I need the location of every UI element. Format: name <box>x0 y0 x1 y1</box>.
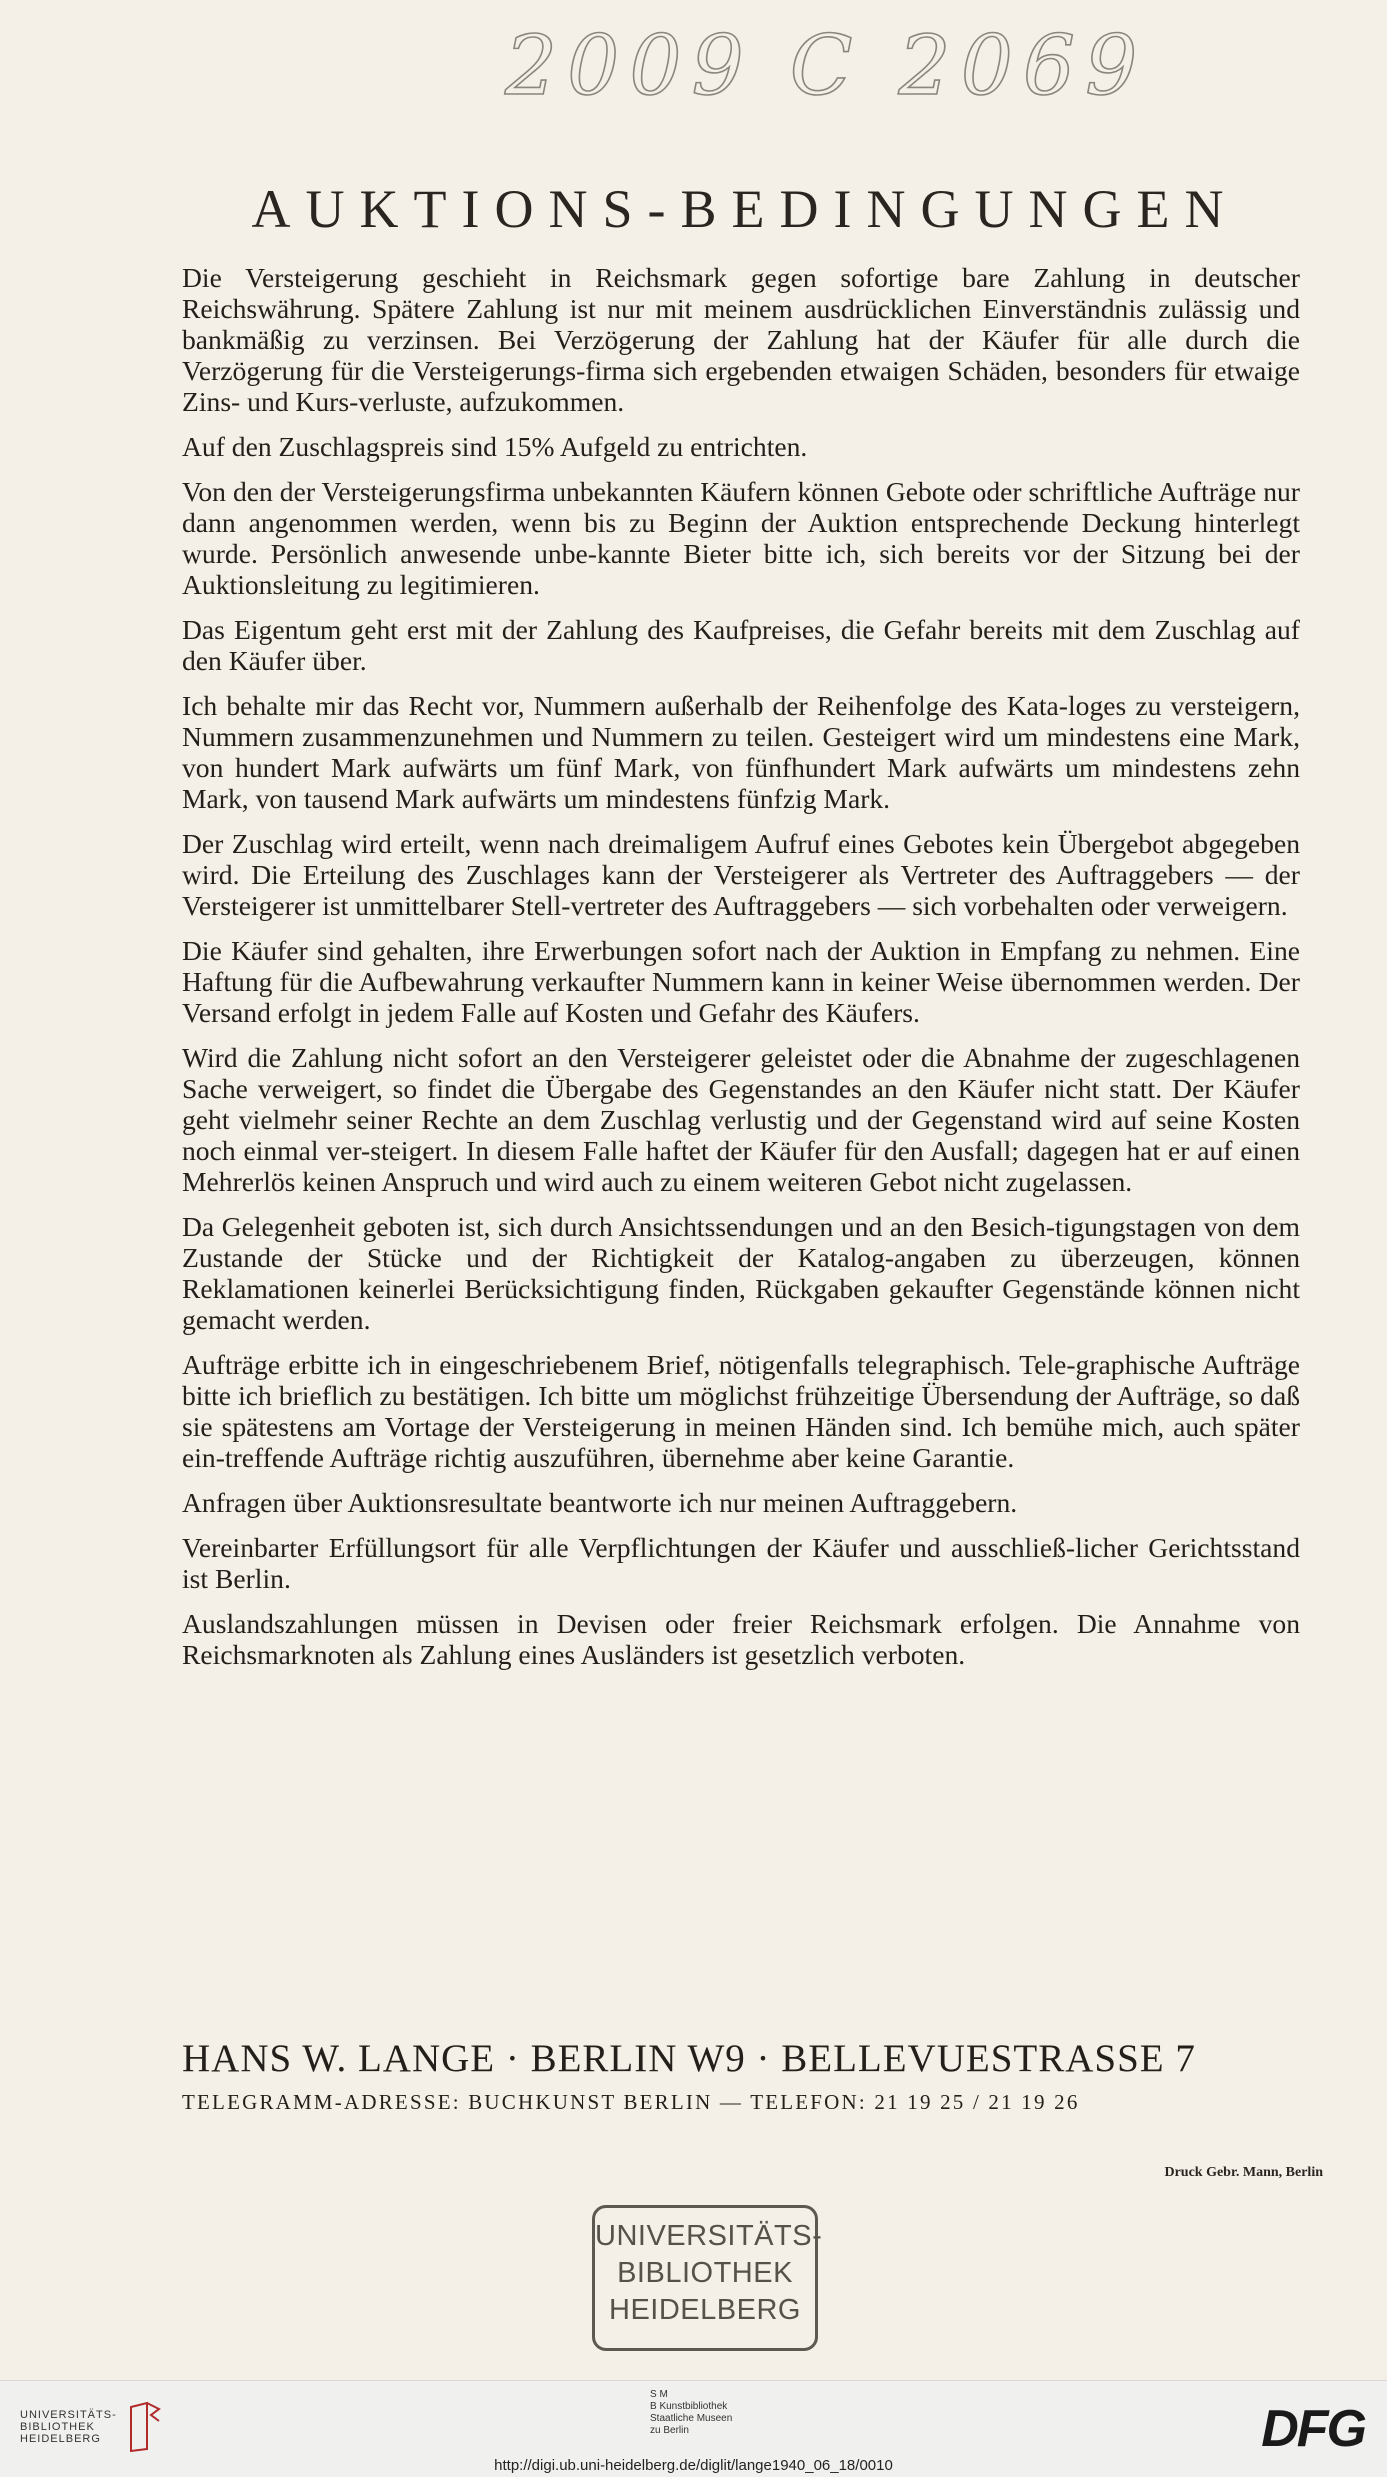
smb-logo-line: Staatliche Museen <box>650 2413 733 2424</box>
ub-logo-line: HEIDELBERG <box>20 2433 101 2445</box>
page-title: AUKTIONS-BEDINGUNGEN <box>251 179 1239 239</box>
ub-logo-line: UNIVERSITÄTS- <box>20 2409 117 2421</box>
ub-logo-line: BIBLIOTHEK <box>20 2421 95 2433</box>
ub-mark-icon <box>127 2401 163 2453</box>
smb-kunstbibliothek-logo <box>650 2389 790 2437</box>
stamp-line: BIBLIOTHEK <box>617 2257 793 2289</box>
paragraph: Der Zuschlag wird erteilt, wenn nach dreimaligem Aufruf eines Gebotes kein Übergebot abgegeben wird. Die Erteilung des Zuschlages kann der Versteigerer als Vertreter des Auftraggebers — der Versteigerer ist unmittelbarer Stell-vertreter des Auftraggebers — sich vorbehalten oder verweigern. <box>182 828 1300 921</box>
smb-logo-line: S M <box>650 2389 668 2400</box>
paragraph: Die Käufer sind gehalten, ihre Erwerbungen sofort nach der Auktion in Empfang zu nehmen. Eine Haftung für die Aufbewahrung verkaufter Nummern kann in keiner Weise übernommen werden. Der Versand erfolgt in jedem Falle auf Kosten und Gefahr des Käufers. <box>182 935 1300 1028</box>
library-stamp <box>592 2205 823 2351</box>
paragraph: Da Gelegenheit geboten ist, sich durch Ansichtssendungen und an den Besich-tigungstagen von dem Zustande der Stücke und der Richtigkeit der Katalog-angaben zu überzeugen, können Reklamationen keinerlei Berücksichtigung finden, Rückgaben gekaufter Gegenstände können nicht gemacht werden. <box>182 1211 1300 1335</box>
paragraph: Die Versteigerung geschieht in Reichsmark gegen sofortige bare Zahlung in deutscher Reichswährung. Spätere Zahlung ist nur mit meinem ausdrücklichen Einverständnis zulässig und bankmäßig zu verzinsen. Bei Verzögerung der Zahlung hat der Käufer für alle durch die Verzögerung für die Versteigerungs-firma sich ergebenden etwaigen Schäden, besonders für etwaige Zins- und Kurs-verluste, aufzukommen. <box>182 262 1300 417</box>
printer-credit: Druck Gebr. Mann, Berlin <box>1164 2165 1323 2180</box>
paragraph: Anfragen über Auktionsresultate beantworte ich nur meinen Auftraggebern. <box>182 1487 1018 1518</box>
ub-logo-text <box>20 2409 117 2445</box>
publisher-contact: TELEGRAMM-ADRESSE: BUCHKUNST BERLIN — TELEFON: 21 19 25 / 21 19 26 <box>182 2090 1080 2114</box>
publisher-address: HANS W. LANGE · BERLIN W9 · BELLEVUESTRASSE 7 <box>182 2037 1196 2080</box>
paragraph: Vereinbarter Erfüllungsort für alle Verpflichtungen der Käufer und ausschließ-licher Gerichtsstand ist Berlin. <box>182 1532 1300 1594</box>
stamp-line: UNIVERSITÄTS- <box>595 2220 823 2252</box>
paragraph: Das Eigentum geht erst mit der Zahlung des Kaufpreises, die Gefahr bereits mit dem Zuschlag auf den Käufer über. <box>182 614 1300 676</box>
conditions-text <box>182 262 1300 1684</box>
ub-heidelberg-logo[interactable] <box>20 2401 163 2453</box>
paragraph: Wird die Zahlung nicht sofort an den Versteigerer geleistet oder die Abnahme der zugeschlagenen Sache verweigert, so findet die Übergabe des Gegenstandes an den Käufer nicht statt. Der Käufer geht vielmehr seiner Rechte an dem Zuschlag verlustig und der Gegenstand wird auf seine Kosten noch einmal ver-steigert. In diesem Falle haftet der Käufer für den Ausfall; dagegen hat er auf einen Mehrerlös keinen Anspruch und wird auch zu einem weiteren Gebot nicht zugelassen. <box>182 1042 1300 1197</box>
viewer-footer-bar <box>0 2380 1387 2477</box>
smb-logo-line: zu Berlin <box>650 2425 689 2436</box>
handwritten-shelfmark-text: 2009 C 2069 <box>505 19 1148 114</box>
paragraph: Auf den Zuschlagspreis sind 15% Aufgeld zu entrichten. <box>182 431 808 462</box>
permalink-url[interactable]: http://digi.ub.uni-heidelberg.de/diglit/lange1940_06_18/0010 <box>494 2457 893 2474</box>
paragraph: Ich behalte mir das Recht vor, Nummern außerhalb der Reihenfolge des Kata-loges zu versteigern, Nummern zusammenzunehmen und Nummern zu teilen. Gesteigert wird um mindestens eine Mark, von hundert Mark aufwärts um fünf Mark, von fünfhundert Mark aufwärts um mindestens zehn Mark, von tausend Mark aufwärts um mindestens fünfzig Mark. <box>182 690 1300 814</box>
paragraph: Auslandszahlungen müssen in Devisen oder freier Reichsmark erfolgen. Die Annahme von Reichsmarknoten als Zahlung eines Ausländers ist gesetzlich verboten. <box>182 1608 1300 1670</box>
smb-logo-line: B Kunstbibliothek <box>650 2401 728 2412</box>
stamp-line: HEIDELBERG <box>609 2294 801 2326</box>
dfg-logo[interactable]: DFG <box>1261 2400 1365 2458</box>
handwritten-shelfmark <box>495 12 1215 117</box>
paragraph: Aufträge erbitte ich in eingeschriebenem Brief, nötigenfalls telegraphisch. Tele-graphische Aufträge bitte ich brieflich zu bestätigen. Ich bitte um möglichst frühzeitige Übersendung der Aufträge, so daß sie spätestens am Vortage der Versteigerung in meinen Händen sind. Ich bemühe mich, auch später ein-treffende Aufträge richtig auszuführen, übernehme aber keine Garantie. <box>182 1349 1300 1473</box>
handwritten-shelfmark-drawing <box>495 12 1215 117</box>
paragraph: Von den der Versteigerungsfirma unbekannten Käufern können Gebote oder schriftliche Aufträge nur dann angenommen werden, wenn bis zu Beginn der Auktion entsprechende Deckung hinterlegt wurde. Persönlich anwesende unbe-kannte Bieter bitte ich, sich bereits vor der Sitzung bei der Auktionsleitung zu legitimieren. <box>182 476 1300 600</box>
